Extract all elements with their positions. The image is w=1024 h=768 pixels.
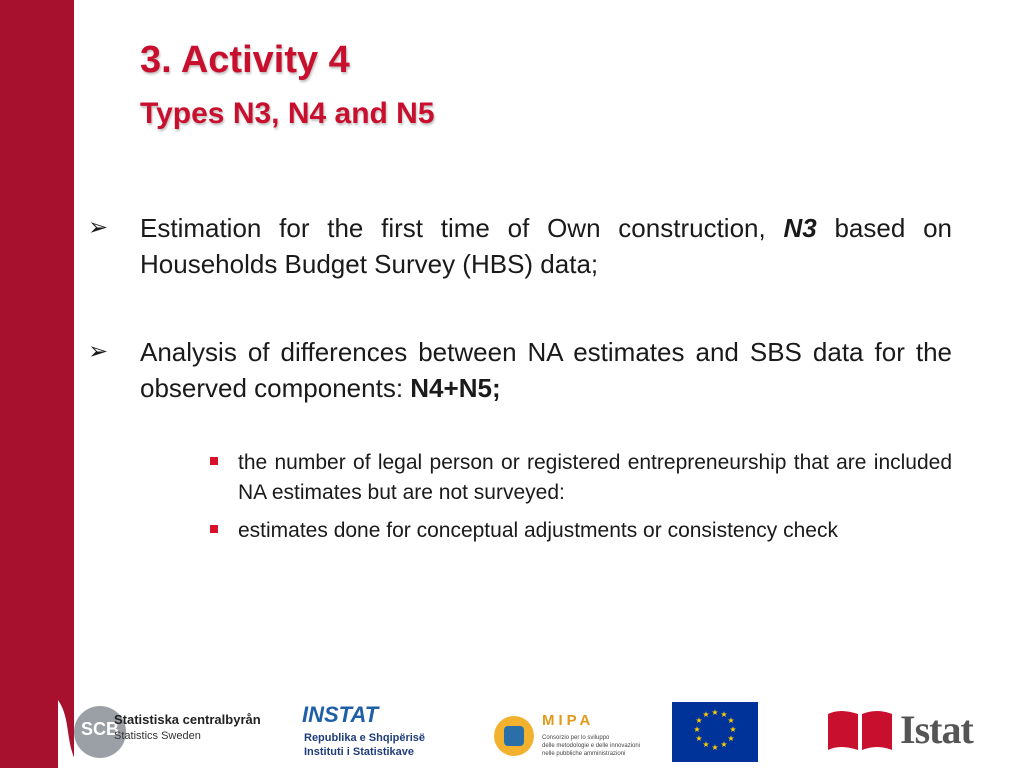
left-sidebar-band (0, 0, 74, 768)
bullet-text-continued: based on Households Budget Survey (HBS) data; (140, 213, 952, 279)
mipa-logo (494, 712, 641, 762)
bullet-emphasis: N3 (783, 213, 817, 243)
scb-subname: Statistics Sweden (114, 730, 201, 742)
mipa-word: MIPA (542, 712, 595, 729)
scb-emblem-icon: SCB (74, 706, 126, 758)
svg-text:★: ★ (711, 708, 719, 717)
bullet-item (88, 210, 952, 282)
slide-subtitle: Types N3, N4 and N5 (140, 97, 435, 130)
svg-text:★: ★ (702, 740, 710, 749)
arrowhead-bullet-icon: ➢ (88, 214, 109, 241)
eu-flag-icon (672, 702, 758, 762)
istat-logo (826, 706, 976, 754)
bullet-emphasis: N4+N5; (410, 373, 501, 403)
arrowhead-bullet-icon: ➢ (88, 338, 109, 365)
mipa-emblem-icon (494, 716, 534, 756)
red-square-bullet-icon (210, 457, 218, 465)
svg-text:★: ★ (727, 734, 735, 743)
istat-word: Istat (900, 707, 973, 752)
sub-bullet-text: estimates done for conceptual adjustments or consistency check (238, 519, 838, 542)
sub-bullet-item (238, 516, 952, 546)
slide-title: 3. Activity 4 (140, 39, 350, 81)
sub-bullet-item (238, 448, 952, 508)
partner-logos-strip (74, 690, 1024, 768)
svg-text:★: ★ (727, 716, 735, 725)
instat-mark: INSTAT (302, 702, 379, 727)
svg-text:★: ★ (729, 725, 737, 734)
bullet-item (88, 334, 952, 406)
instat-line1: Republika e Shqipërisë (304, 732, 426, 744)
svg-text:★: ★ (693, 725, 701, 734)
istat-flag-icon (826, 708, 896, 752)
instat-line2: Instituti i Statistikave (304, 746, 415, 758)
svg-text:★: ★ (702, 710, 710, 719)
svg-text:★: ★ (720, 740, 728, 749)
bullet-text: Analysis of differences between NA estimates and SBS data for the observed components: (140, 337, 952, 403)
bullet-text: Estimation for the first time of Own construction, (140, 213, 784, 243)
svg-text:★: ★ (720, 710, 728, 719)
red-square-bullet-icon (210, 525, 218, 533)
instat-logo (302, 702, 426, 766)
scb-logo (74, 706, 284, 758)
svg-text:★: ★ (695, 734, 703, 743)
svg-text:★: ★ (711, 743, 719, 752)
mipa-description: Consorzio per lo sviluppo delle metodologie e delle innovazioni nelle pubbliche amministrazioni (542, 735, 641, 757)
sub-bullet-text: the number of legal person or registered entrepreneurship that are included NA estimates but are not surveyed: (238, 451, 952, 504)
svg-text:★: ★ (695, 716, 703, 725)
scb-name: Statistiska centralbyrån (114, 712, 261, 727)
